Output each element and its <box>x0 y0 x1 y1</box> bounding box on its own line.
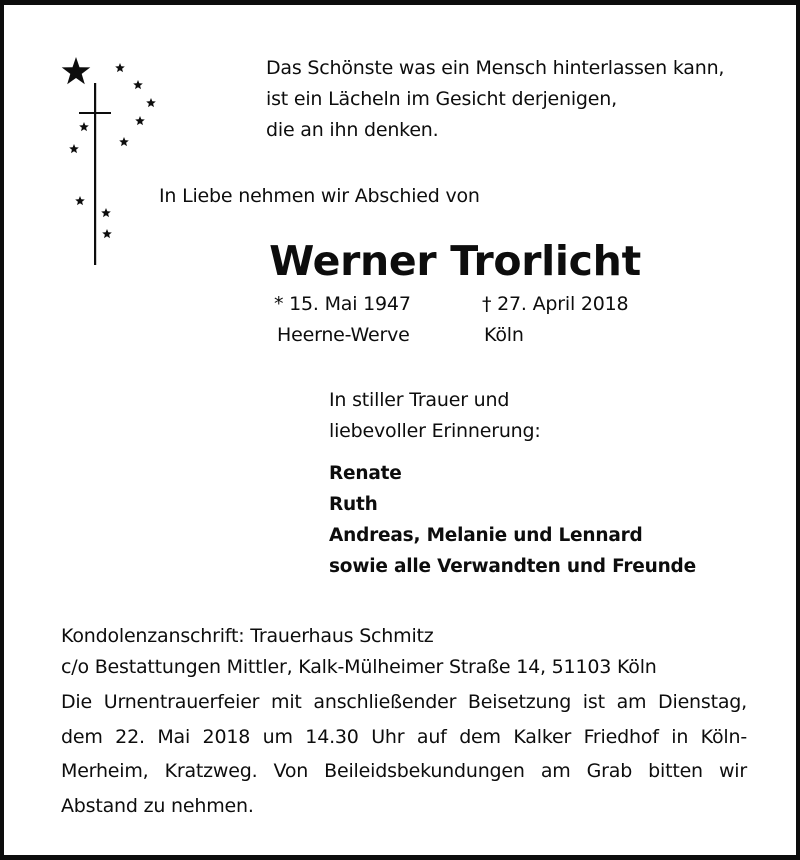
mourners-list <box>329 458 696 582</box>
death-place: Köln <box>484 324 524 346</box>
contact-line: Kondolenzanschrift: Trauerhaus Schmitz <box>61 625 434 647</box>
mourner-name: Andreas, Melanie und Lennard <box>329 525 643 546</box>
mourner-name: Renate <box>329 463 402 484</box>
ceremony-line: dem 22. Mai 2018 um 14.30 Uhr auf dem Kalker Friedhof in Köln- <box>61 725 747 748</box>
contact-line: c/o Bestattungen Mittler, Kalk-Mülheimer Straße 14, 51103 Köln <box>61 656 657 678</box>
mourning-line: In stiller Trauer und <box>329 389 510 411</box>
birth-place: Heerne-Werve <box>277 324 410 346</box>
cross-horizontal-bar <box>79 112 111 114</box>
ceremony-line: Die Urnentrauerfeier mit anschließender Beisetzung ist am Dienstag, <box>61 691 747 713</box>
birth-date: * 15. Mai 1947 <box>274 293 411 315</box>
quote-line: Das Schönste was ein Mensch hinterlassen kann, <box>266 57 725 79</box>
small-star-icon <box>115 63 125 72</box>
quote-line: die an ihn denken. <box>266 119 439 141</box>
small-star-icon <box>146 98 156 107</box>
small-star-icon <box>101 208 111 217</box>
small-star-icon <box>75 196 85 205</box>
memorial-quote <box>266 53 724 146</box>
small-star-icon <box>119 137 129 146</box>
quote-line: ist ein Lächeln im Gesicht derjenigen, <box>266 88 617 110</box>
farewell-line: In Liebe nehmen wir Abschied von <box>159 185 480 207</box>
mourner-name: Ruth <box>329 494 378 515</box>
ceremony-line: Merheim, Kratzweg. Von Beileidsbekundungen am Grab bitten wir <box>61 760 747 782</box>
deceased-name: Werner Trorlicht <box>269 237 641 285</box>
ceremony-line: Abstand zu nehmen. <box>61 794 254 817</box>
death-date: † 27. April 2018 <box>482 293 629 315</box>
mourner-name: sowie alle Verwandten und Freunde <box>329 556 696 577</box>
ceremony-paragraph <box>61 685 747 823</box>
small-star-icon <box>79 122 89 131</box>
small-star-icon <box>133 80 143 89</box>
condolence-address <box>61 621 657 683</box>
large-star-icon <box>62 57 91 84</box>
small-star-icon <box>135 116 145 125</box>
mourning-line: liebevoller Erinnerung: <box>329 420 541 442</box>
small-star-icon <box>69 144 79 153</box>
mourning-text <box>329 385 541 447</box>
